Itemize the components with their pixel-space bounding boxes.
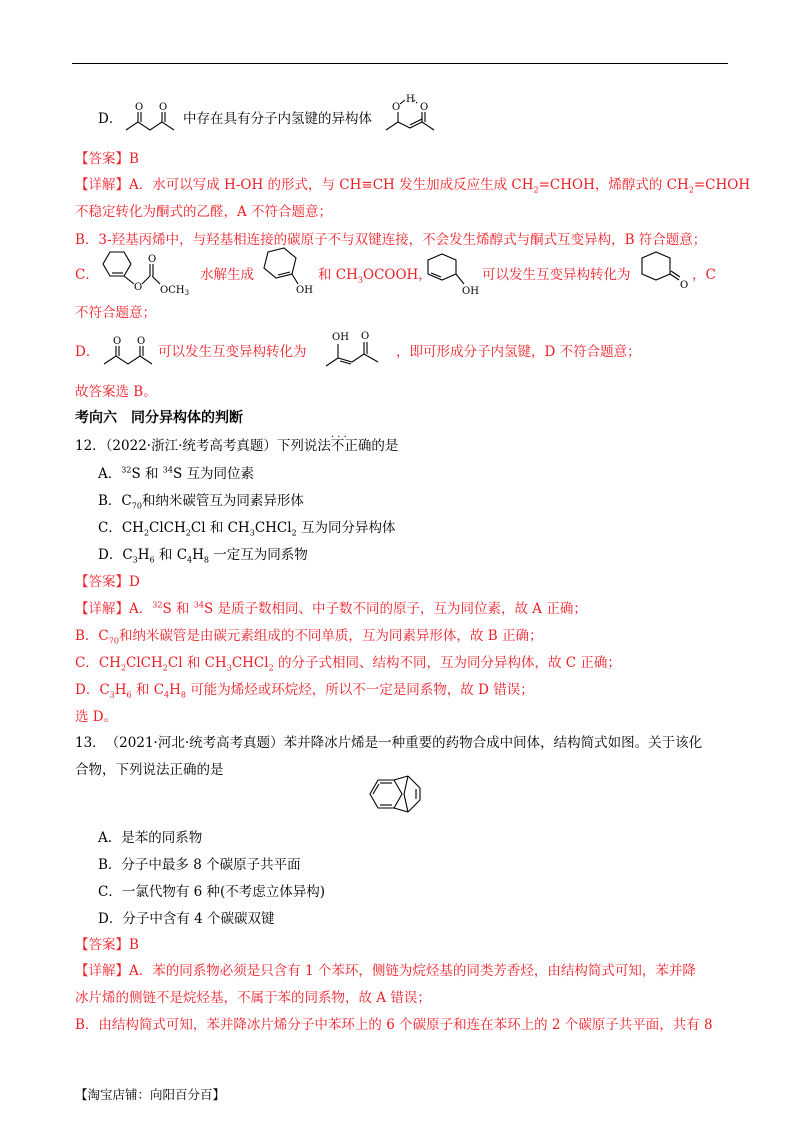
q11-explain-c-text1: 水解生成: [200, 267, 254, 283]
q12-explain-d: D．$C_3H_6$ 和 $C_4H_8$ 可能为烯烃或环烷烃，所以不一定是同系物，故 D 错误；: [75, 682, 534, 700]
acetylacetone-structure-2: [100, 332, 160, 368]
svg-text:O: O: [148, 254, 157, 265]
q11-answer: 【答案】B: [75, 151, 139, 167]
svg-text:O: O: [137, 336, 146, 347]
q12-answer: 【答案】D: [75, 574, 140, 590]
q12-stem: 12．（2022·浙江·统考高考真题）下列说法· · · 不正确的是: [75, 437, 398, 455]
svg-text:H: H: [406, 94, 415, 105]
q11-explain-a: 【详解】A．水可以写成 H-OH 的形式，与 CH≡CH 发生加成反应生成 $CH_2=CHOH$，烯醇式的 $CH_2=CHOH$: [75, 177, 751, 195]
svg-text:O: O: [361, 331, 370, 342]
svg-text:OH: OH: [332, 332, 349, 343]
q12-explain-b: B．$C_{70}$和纳米碳管是由碳元素组成的不同单质，互为同素异形体，故 B 正确；: [75, 628, 543, 646]
enol-hbond-structure: [380, 92, 444, 134]
svg-text:O: O: [159, 102, 168, 113]
q13-explain-a: 【详解】A．苯的同系物必须是只含有 1 个苯环，侧链为烷烃基的同类芳香烃，由结构简式可知，苯并降: [75, 963, 696, 979]
cyclohexenol-structure-2: [418, 252, 480, 296]
q11-explain-b: B．3-羟基丙烯中，与羟基相连接的碳原子不与双键连接，不会发生烯醇式与酮式互变异构，B 符合题意；: [75, 232, 707, 248]
q13-explain-b: B．由结构简式可知，苯并降冰片烯分子中苯环上的 6 个碳原子和连在苯环上的 2 个碳原子共平面，共有 8: [75, 1017, 713, 1033]
header-rule: [72, 63, 728, 64]
q12-option-c: C．$CH_2ClCH_2Cl$ 和 $CH_3CHCl_2$ 互为同分异构体: [98, 520, 396, 538]
q13-option-c: C．一氯代物有 6 种(不考虑立体异构): [98, 884, 326, 900]
q13-stem-1: 13． （2021·河北·统考高考真题）苯并降冰片烯是一种重要的药物合成中间体，结构简式如图。关于该化: [75, 735, 703, 751]
q11-explain-a-cont: 不稳定转化为酮式的乙醛，A 不符合题意；: [75, 204, 333, 220]
q11-explain-end: 故答案选 B。: [75, 384, 157, 400]
q11-explain-c-text2: 和 $CH_3OCOOH$，: [318, 267, 432, 285]
svg-text:OH: OH: [462, 286, 479, 297]
svg-text:O: O: [420, 102, 429, 113]
section-heading: 考向六 同分异构体的判断: [75, 410, 243, 426]
q11-explain-d-label: D．: [75, 344, 100, 360]
q12-option-a: A．$^{32}$S 和 $^{34}$S 互为同位素: [98, 465, 255, 482]
q13-stem-2: 合物，下列说法正确的是: [75, 762, 224, 778]
svg-text:O: O: [135, 102, 144, 113]
benzonorbornene-structure: [364, 772, 440, 822]
cyclohexanone-structure: [634, 248, 694, 294]
svg-text:O: O: [680, 280, 689, 291]
q13-option-a: A．是苯的同系物: [98, 830, 203, 846]
q11-explain-c-label: C．: [75, 267, 99, 283]
q12-option-b: B．$C_{70}$和纳米碳管互为同素异形体: [98, 493, 304, 511]
q11-explain-d-text2: ，即可形成分子内氢键，D 不符合题意；: [396, 344, 641, 360]
q11-option-d-text: 中存在具有分子内氢键的异构体: [183, 111, 372, 127]
cyclohexenol-structure-1: [254, 246, 314, 294]
q13-answer: 【答案】B: [75, 937, 139, 953]
q11-explain-c-text3: 可以发生互变异构转化为: [482, 267, 631, 283]
q11-explain-c-cont: 不符合题意；: [75, 305, 156, 321]
footer-shop-label: 【淘宝店铺：向阳百分百】: [75, 1087, 226, 1102]
q12-explain-end: 选 D。: [75, 709, 118, 725]
q11-explain-c-text4: ，C: [692, 267, 716, 283]
acetylacetone-structure: [122, 98, 182, 134]
q13-option-b: B．分子中最多 8 个碳原子共平面: [98, 857, 301, 873]
q11-option-d: D．: [98, 111, 123, 127]
svg-text:OH: OH: [296, 285, 313, 296]
svg-text:O: O: [113, 336, 122, 347]
q12-explain-a: 【详解】A．$^{32}$S 和 $^{34}$S 是质子数相同、中子数不同的原子，互为同位素，故 A 正确；: [75, 600, 587, 617]
cyclohexenyl-methyl-carbonate: [96, 248, 200, 298]
q12-explain-c: C．$CH_2ClCH_2Cl$ 和 $CH_3CHCl_2$ 的分子式相同、结构不同，互为同分异构体，故 C 正确；: [75, 655, 621, 673]
svg-text:OCH3: $OCH_3$: [160, 285, 190, 297]
q13-option-d: D．分子中含有 4 个碳碳双键: [98, 911, 275, 927]
q11-explain-d-text1: 可以发生互变异构转化为: [158, 344, 307, 360]
q13-explain-a-cont: 冰片烯的侧链不是烷烃基，不属于苯的同系物，故 A 错误；: [75, 990, 431, 1006]
svg-text:O: O: [392, 102, 401, 113]
enol-structure: [318, 322, 394, 370]
q12-option-d: D．$C_3H_6$ 和 $C_4H_8$ 一定互为同系物: [98, 547, 308, 565]
svg-text:O: O: [134, 282, 143, 293]
